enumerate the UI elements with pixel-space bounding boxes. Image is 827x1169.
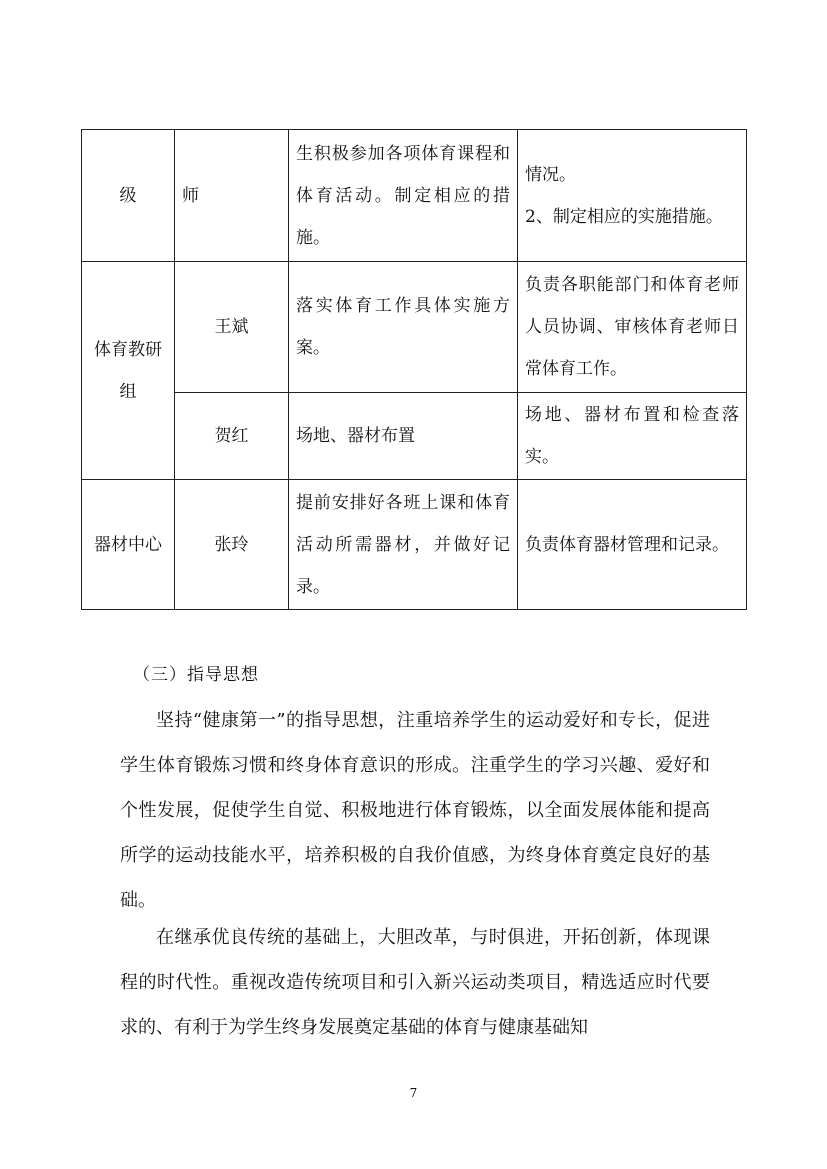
group-cell xyxy=(82,480,175,610)
person-cell xyxy=(175,480,289,610)
person-label: 贺红 xyxy=(214,426,249,446)
task-cell xyxy=(289,480,518,610)
group-cell xyxy=(82,262,175,480)
task-cell xyxy=(289,393,518,480)
task-cell xyxy=(289,130,518,262)
paragraph xyxy=(120,698,710,923)
person-label: 张玲 xyxy=(214,534,249,555)
person-cell xyxy=(175,393,289,480)
table-row xyxy=(82,262,747,393)
duty-line: 负责体育器材管理和记录。 xyxy=(525,534,729,555)
responsibility-table xyxy=(81,129,747,610)
table-row xyxy=(82,480,747,610)
task-text: 生积极参加各项体育课程和体育活动。制定相应的措施。 xyxy=(296,143,510,248)
table-row xyxy=(82,393,747,480)
duty-cell xyxy=(518,262,747,393)
duty-line: 2、制定相应的实施措施。 xyxy=(525,206,723,227)
table-row xyxy=(82,130,747,262)
duty-cell xyxy=(518,480,747,610)
task-text: 提前安排好各班上课和体育活动所需器材，并做好记录。 xyxy=(296,492,510,597)
person-label: 王斌 xyxy=(214,317,249,337)
section-heading: （三）指导思想 xyxy=(133,665,259,685)
duty-line: 负责各职能部门和体育老师人员协调、审核体育老师日常体育工作。 xyxy=(525,275,739,379)
paragraph-text: 坚持“健康第一”的指导思想，注重培养学生的运动爱好和专长，促进学生体育锻炼习惯和终身体育意识的形成。注重学生的学习兴趣、爱好和个性发展，促使学生自觉、积极地进行体育锻炼，以全面发展体能和提高所学的运动技能水平，培养积极的自我价值感，为终身体育奠定良好的基础。 xyxy=(120,710,710,911)
duty-line: 情况。 xyxy=(525,164,576,185)
paragraph-text: 在继承优良传统的基础上，大胆改革，与时俱进，开拓创新，体现课程的时代性。重视改造传统项目和引入新兴运动类项目，精选适应时代要求的、有利于为学生终身发展奠定基础的体育与健康基础知 xyxy=(120,927,710,1038)
person-cell xyxy=(175,130,289,262)
person-label: 师 xyxy=(182,185,199,206)
page-number: 7 xyxy=(409,1086,418,1100)
duty-cell xyxy=(518,393,747,480)
group-cell xyxy=(82,130,175,262)
group-label: 器材中心 xyxy=(94,534,162,555)
task-cell xyxy=(289,262,518,393)
group-label: 级 xyxy=(119,185,137,206)
task-text: 落实体育工作具体实施方案。 xyxy=(296,296,510,358)
group-label: 体育教研组 xyxy=(94,339,162,402)
duty-cell xyxy=(518,130,747,262)
duty-line: 场地、器材布置和检查落实。 xyxy=(525,405,739,467)
task-text: 场地、器材布置 xyxy=(296,426,415,446)
person-cell xyxy=(175,262,289,393)
paragraph xyxy=(120,915,710,1050)
